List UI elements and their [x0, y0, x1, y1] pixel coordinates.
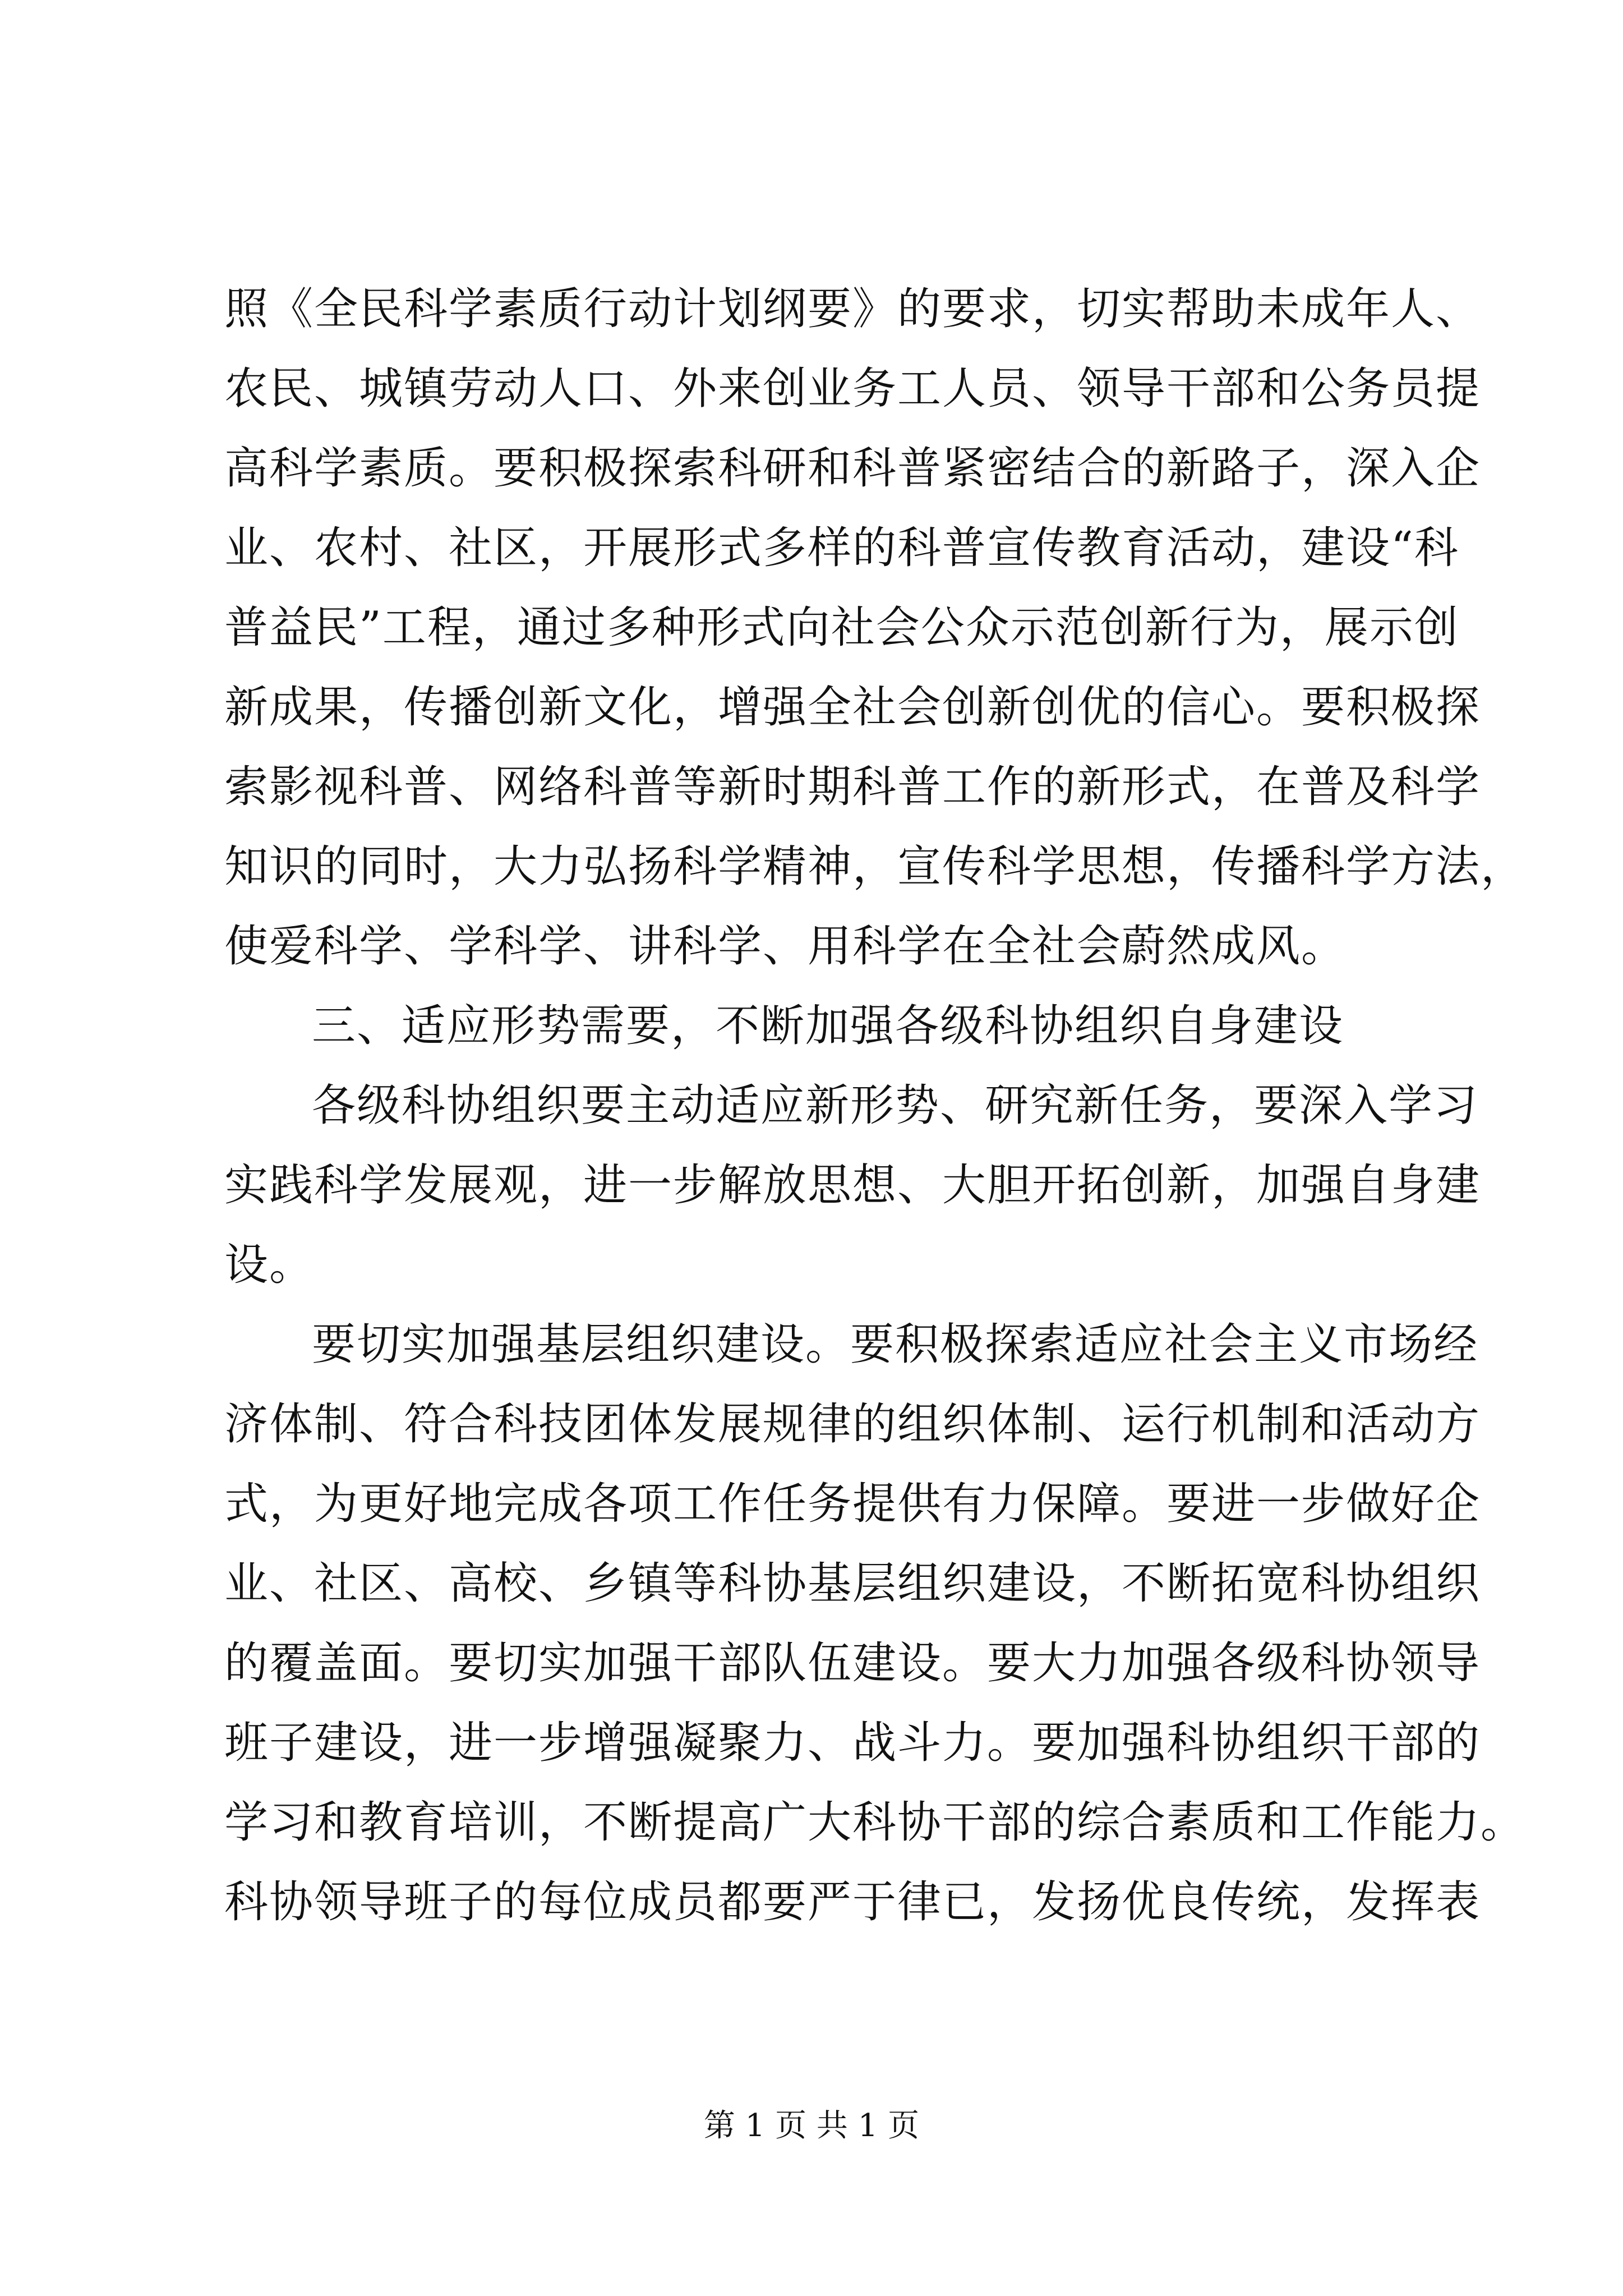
text-line: 业、社区、高校、乡镇等科协基层组织建设，不断拓宽科协组织	[224, 1558, 1481, 1609]
text-line: 济体制、符合科技团体发展规律的组织体制、运行机制和活动方	[224, 1399, 1481, 1450]
section-heading: 三、适应形势需要，不断加强各级科协组织自身建设	[312, 1001, 1344, 1051]
text-line: 设。	[224, 1240, 315, 1290]
text-line: 农民、城镇劳动人口、外来创业务工人员、领导干部和公务员提	[224, 364, 1481, 414]
text-line: 科协领导班子的每位成员都要严于律已，发扬优良传统，发挥表	[224, 1877, 1481, 1927]
text-line: 业、农村、社区，开展形式多样的科普宣传教育活动，建设“科	[224, 523, 1459, 573]
page-footer: 第 1 页 共 1 页	[703, 2108, 920, 2144]
document-body	[224, 269, 1526, 1942]
text-line: 新成果，传播创新文化，增强全社会创新创优的信心。要积极探	[224, 682, 1481, 733]
text-line: 式，为更好地完成各项工作任务提供有力保障。要进一步做好企	[224, 1479, 1481, 1529]
text-line: 普益民”工程，通过多种形式向社会公众示范创新行为，展示创	[224, 602, 1459, 653]
text-line: 高科学素质。要积极探索科研和科普紧密结合的新路子，深入企	[224, 443, 1481, 494]
text-line: 要切实加强基层组织建设。要积极探索适应社会主义市场经	[312, 1319, 1479, 1370]
text-line: 学习和教育培训，不断提高广大科协干部的综合素质和工作能力。	[224, 1797, 1526, 1848]
text-line: 各级科协组织要主动适应新形势、研究新任务，要深入学习	[312, 1080, 1479, 1131]
text-line: 使爱科学、学科学、讲科学、用科学在全社会蔚然成风。	[224, 921, 1347, 972]
text-line: 的覆盖面。要切实加强干部队伍建设。要大力加强各级科协领导	[224, 1638, 1481, 1688]
text-line: 索影视科普、网络科普等新时期科普工作的新形式，在普及科学	[224, 762, 1481, 812]
text-line: 实践科学发展观，进一步解放思想、大胆开拓创新，加强自身建	[224, 1160, 1481, 1211]
text-line: 照《全民科学素质行动计划纲要》的要求，切实帮助未成年人、	[224, 284, 1481, 334]
text-line: 知识的同时，大力弘扬科学精神，宣传科学思想，传播科学方法，	[224, 841, 1526, 892]
text-line: 班子建设，进一步增强凝聚力、战斗力。要加强科协组织干部的	[224, 1718, 1481, 1768]
